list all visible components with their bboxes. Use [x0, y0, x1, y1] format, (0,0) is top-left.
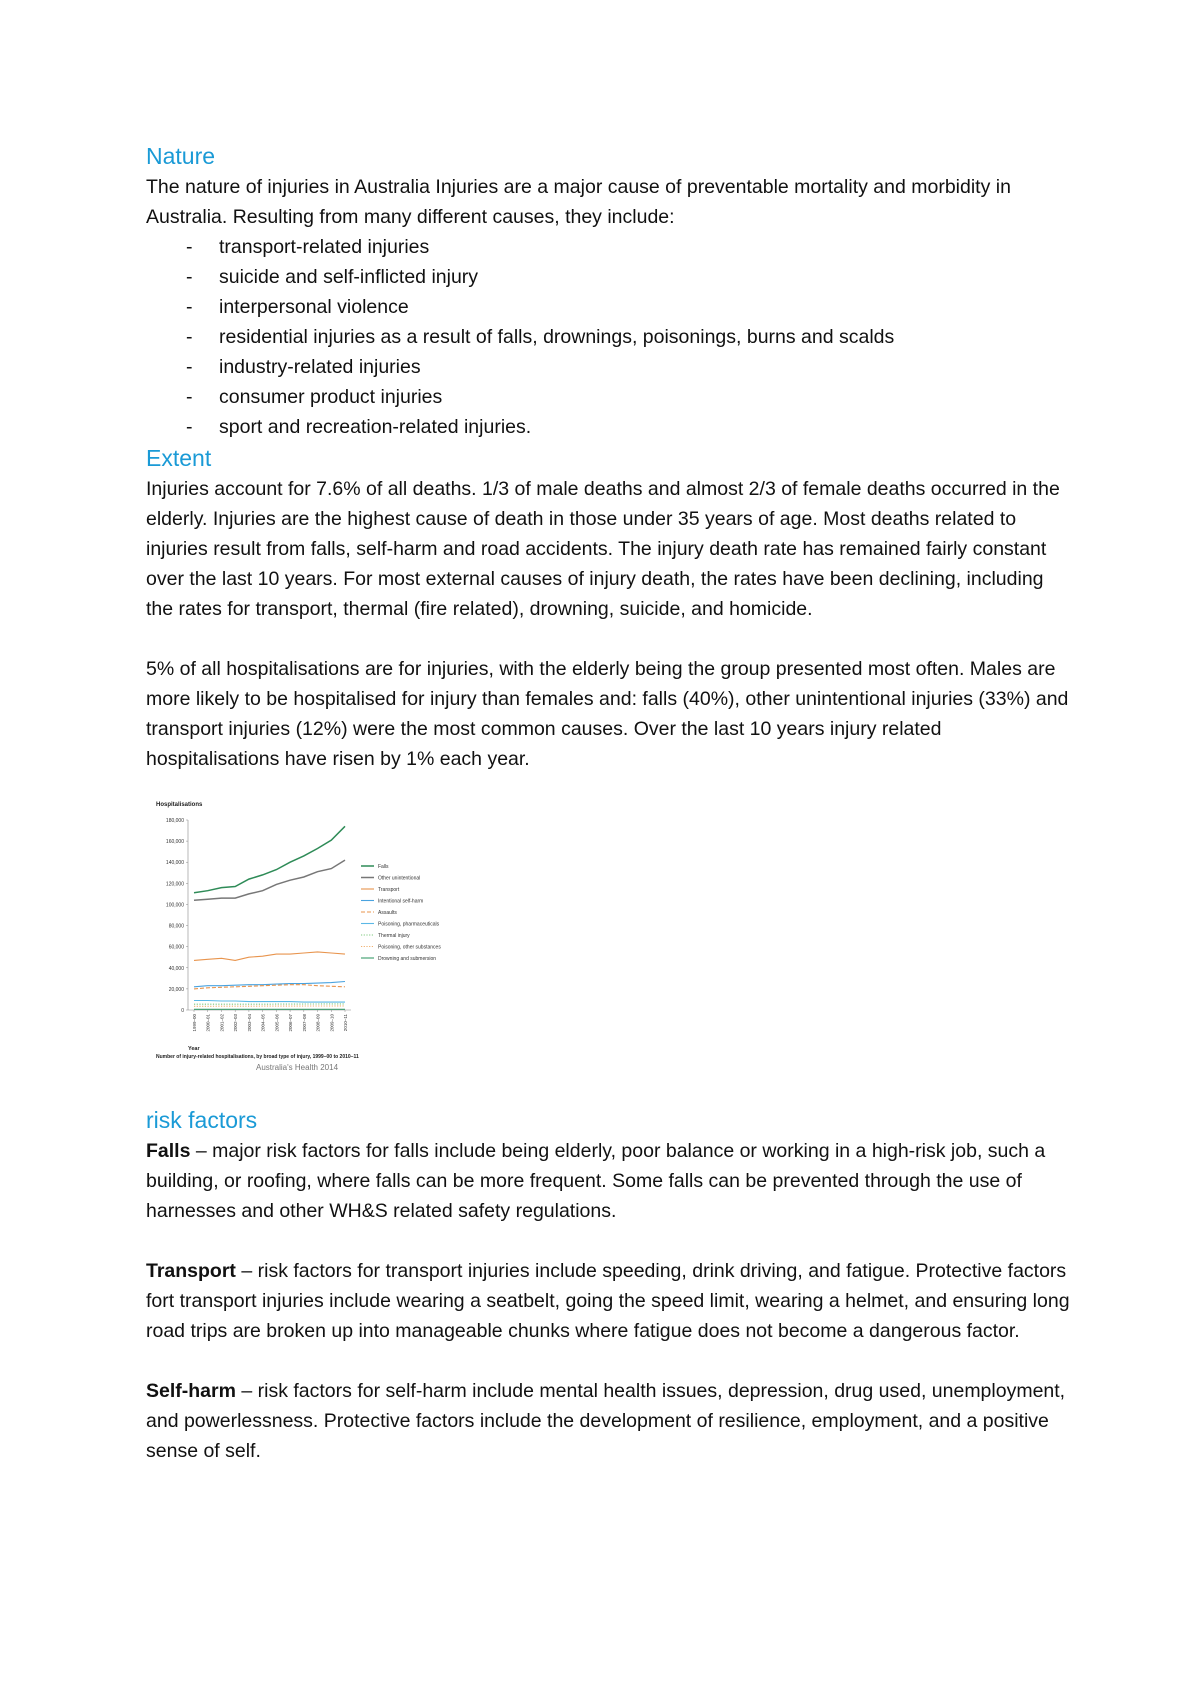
falls-text: – major risk factors for falls include being elderly, poor balance or working in a high-risk job, such a building, or roofing, where falls can be more frequent. Some falls can be prevented through the use of harnesses and other WH&S related safety regulations. [146, 1140, 1046, 1222]
transport-paragraph [146, 1256, 1076, 1346]
series-line-2 [194, 860, 345, 900]
x-tick-label: 2007–08 [301, 1014, 307, 1032]
dash-bullet: - [186, 356, 193, 378]
list-item [146, 262, 1076, 292]
list-item-text: interpersonal violence [219, 296, 409, 318]
dash-bullet: - [186, 296, 193, 318]
extent-heading: Extent [146, 445, 212, 471]
falls-term: Falls [146, 1140, 191, 1162]
list-item [146, 292, 1076, 322]
selfharm-paragraph [146, 1376, 1076, 1466]
legend-entry: Drowning and submersion [378, 955, 437, 962]
series-line-1 [194, 826, 345, 893]
list-item-text: suicide and self-inflicted injury [219, 266, 479, 288]
extent-paragraph-2: 5% of all hospitalisations are for injuries, with the elderly being the group presented most often. Males are more likely to be hospitalised for injury than females and: falls (40%), other unintentional injuries (33%) and transport injuries (12%) were the most common causes. Over the last 10 years injury related hospitalisations have risen by 1% each year. [146, 658, 1069, 770]
x-tick-label: 1999–00 [192, 1014, 197, 1032]
legend-entry: Transport [378, 886, 400, 893]
x-tick-label: 2006–07 [288, 1014, 294, 1032]
y-tick-label: 180,000 [165, 818, 184, 824]
list-item [146, 322, 1076, 352]
dash-bullet: - [186, 266, 193, 288]
x-axis-label: Year [188, 1046, 200, 1052]
selfharm-text: – risk factors for self-harm include mental health issues, depression, drug used, unemployment, and powerlessness. Protective factors include the development of resilience, employment, and a positive sense of self. [146, 1380, 1066, 1462]
y-tick-label: 0 [181, 1008, 184, 1014]
list-item-text: industry-related injuries [219, 356, 421, 378]
legend-entry: Assaults [378, 909, 397, 916]
legend-entry: Falls [378, 863, 389, 870]
risk-heading: risk factors [146, 1107, 258, 1133]
y-tick-label: 20,000 [168, 986, 184, 993]
chart-caption: Number of injury-related hospitalisations, by broad type of injury, 1999–00 to 2010–11 [156, 1054, 359, 1060]
extent-paragraph-1: Injuries account for 7.6% of all deaths. 1/3 of male deaths and almost 2/3 of female deaths occurred in the elderly. Injuries are the highest cause of death in those under 35 years of age. Most deaths related to injuries result from falls, self-harm and road accidents. The injury death rate has remained fairly constant over the last 10 years. For most external causes of injury death, the rates have been declining, including the rates for transport, thermal (fire related), drowning, suicide, and homicide. [146, 478, 1060, 620]
x-tick-label: 2005–06 [274, 1014, 280, 1032]
legend-entry: Poisoning, pharmaceuticals [378, 921, 440, 928]
x-tick-label: 2009–10 [329, 1014, 335, 1032]
dash-bullet: - [186, 236, 193, 258]
y-tick-label: 60,000 [168, 944, 184, 951]
dash-bullet: - [186, 416, 193, 438]
x-tick-label: 2000–01 [205, 1014, 211, 1032]
list-item [146, 352, 1076, 382]
x-tick-label: 2001–02 [219, 1014, 225, 1032]
legend-entry: Poisoning, other substances [378, 944, 441, 951]
legend-entry: Other unintentional [378, 875, 421, 882]
selfharm-term: Self-harm [146, 1380, 236, 1402]
y-tick-label: 80,000 [168, 923, 184, 930]
x-tick-label: 2010–11 [343, 1014, 348, 1032]
nature-heading: Nature [146, 143, 216, 169]
list-item-text: sport and recreation-related injuries. [219, 416, 532, 438]
x-tick-label: 2003–04 [246, 1014, 252, 1032]
y-tick-label: 100,000 [165, 902, 184, 909]
dash-bullet: - [186, 386, 193, 408]
y-tick-label: 160,000 [165, 839, 184, 846]
x-tick-label: 2008–09 [315, 1014, 321, 1032]
series-line-6 [194, 1001, 345, 1003]
y-tick-label: 140,000 [165, 860, 184, 867]
y-tick-label: 40,000 [168, 965, 184, 972]
list-item-text: residential injuries as a result of falls, drownings, poisonings, burns and scalds [219, 326, 895, 348]
y-axis-label: Hospitalisations [156, 802, 203, 808]
transport-text: – risk factors for transport injuries include speeding, drink driving, and fatigue. Protective factors fort transport injuries include wearing a seatbelt, going the speed limit, wearing a helmet, and ensuring long road trips are broken up into manageable chunks where fatigue does not become a dangerous factor. [146, 1260, 1070, 1342]
nature-intro: The nature of injuries in Australia Injuries are a major cause of preventable mortality and morbidity in Australia. Resulting from many different causes, they include: [146, 176, 1011, 228]
x-tick-label: 2004–05 [260, 1014, 266, 1032]
x-tick-label: 2002–03 [233, 1014, 239, 1032]
chart-svg [156, 796, 476, 1076]
document-content [146, 140, 1076, 1466]
series-line-3 [194, 952, 345, 961]
transport-term: Transport [146, 1260, 236, 1282]
falls-paragraph [146, 1136, 1076, 1226]
list-item [146, 412, 1076, 442]
legend-entry: Intentional self-harm [378, 898, 424, 905]
list-item [146, 382, 1076, 412]
chart-source: Australia's Health 2014 [256, 1063, 339, 1072]
list-item-text: transport-related injuries [219, 236, 430, 258]
nature-list [146, 232, 1076, 442]
list-item-text: consumer product injuries [219, 386, 443, 408]
list-item [146, 232, 1076, 262]
y-tick-label: 120,000 [165, 881, 184, 888]
hospitalisations-chart [156, 796, 476, 1076]
dash-bullet: - [186, 326, 193, 348]
legend-entry: Thermal injury [378, 932, 410, 939]
